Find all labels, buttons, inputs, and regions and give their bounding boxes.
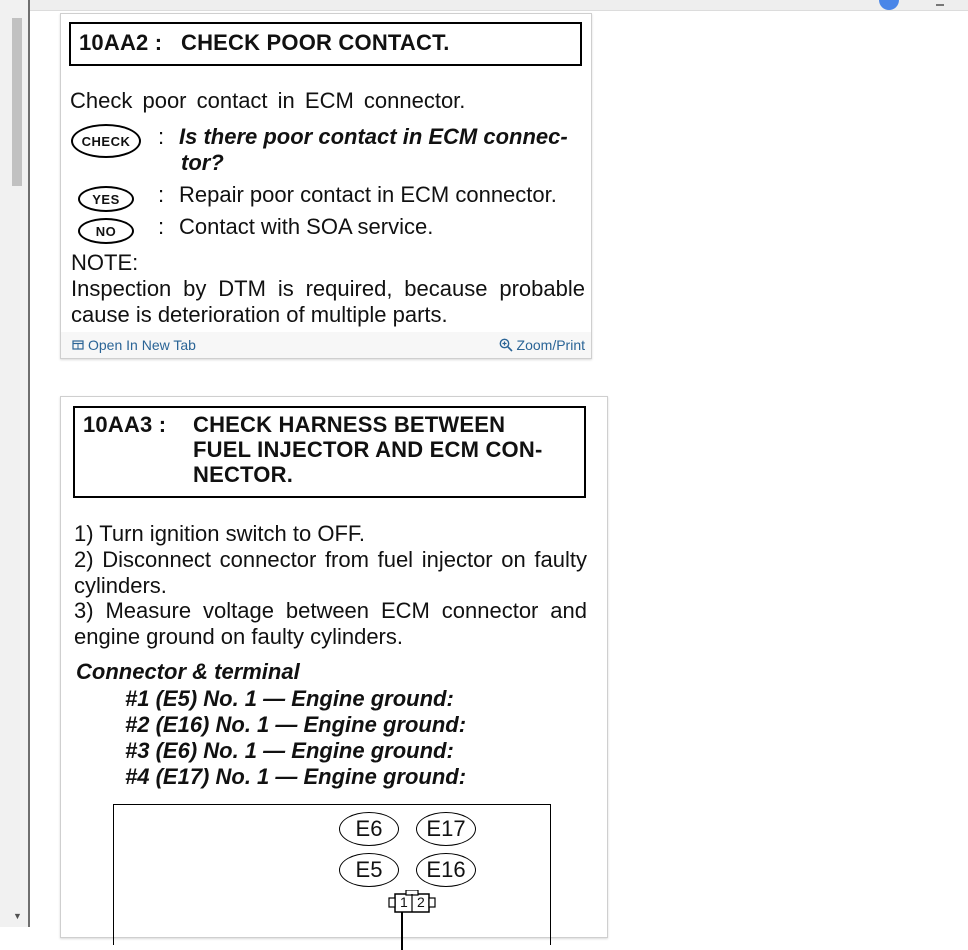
check-question-line1: Is there poor contact in ECM connec- [179,124,568,149]
step-3: 3) Measure voltage between ECM connector and engine ground on faulty cylinders. [74,598,587,649]
no-badge: NO [78,218,134,244]
vertical-scrollbar[interactable] [0,0,29,927]
pin-label-1: 1 [400,894,408,910]
new-tab-icon [72,339,84,351]
terminal-item: #3 (E6) No. 1 — Engine ground: [125,738,454,763]
yes-colon: : [158,182,165,207]
toolbar-circle-icon[interactable] [879,0,899,10]
terminal-item: #1 (E5) No. 1 — Engine ground: [125,686,454,711]
open-in-new-tab-label: Open In New Tab [88,337,196,353]
card-footer [61,332,591,358]
pin-label-2: 2 [417,894,425,910]
connector-oval-e17: E17 [416,812,476,846]
step-title-line: NECTOR. [193,462,294,487]
frame-divider [28,0,30,927]
connector-oval-e6: E6 [339,812,399,846]
yes-action: Repair poor contact in ECM connector. [179,182,557,207]
zoom-in-icon [499,338,513,352]
note-label: NOTE: [71,250,139,275]
connector-oval-e5: E5 [339,853,399,887]
yes-badge: YES [78,186,134,212]
connector-plug-icon [384,890,444,950]
terminal-item: #4 (E17) No. 1 — Engine ground: [125,764,467,789]
connector-terminal-heading: Connector & terminal [76,659,300,684]
check-badge: CHECK [71,124,141,158]
check-question-line2: tor? [181,150,224,175]
check-colon: : [158,124,165,149]
step-code: 10AA3 : [83,412,167,437]
step-header-box [69,22,582,66]
step-1: 1) Turn ignition switch to OFF. [74,521,365,546]
step-title [193,412,573,487]
toolbar-mark-icon[interactable] [936,0,944,6]
step-title-line: FUEL INJECTOR AND ECM CON- [193,437,543,462]
terminal-item: #2 (E16) No. 1 — Engine ground: [125,712,467,737]
scroll-down-arrow-icon[interactable]: ▼ [13,911,22,921]
step-title-line: CHECK HARNESS BETWEEN [193,412,506,437]
scrollbar-thumb[interactable] [12,18,22,186]
zoom-print-label: Zoom/Print [516,337,585,353]
step-intro: Check poor contact in ECM connector. [70,88,466,113]
connector-diagram [113,804,551,945]
terminal-list [125,686,466,790]
step-title: CHECK POOR CONTACT. [181,30,450,55]
connector-oval-e16: E16 [416,853,476,887]
step-code: 10AA2 : [79,30,163,55]
no-colon: : [158,214,165,239]
step-2: 2) Disconnect connector from fuel injector on faulty cylinders. [74,547,587,598]
note-text: Inspection by DTM is required, because probable cause is deterioration of multiple parts. [71,276,585,327]
no-action: Contact with SOA service. [179,214,434,239]
procedure-card-10aa3 [60,396,608,938]
open-in-new-tab-link[interactable] [72,337,196,353]
procedure-card-10aa2 [60,13,592,359]
top-toolbar-edge [30,0,968,11]
check-question [179,124,589,176]
step-header-box [73,406,586,498]
zoom-print-link[interactable] [499,337,585,353]
